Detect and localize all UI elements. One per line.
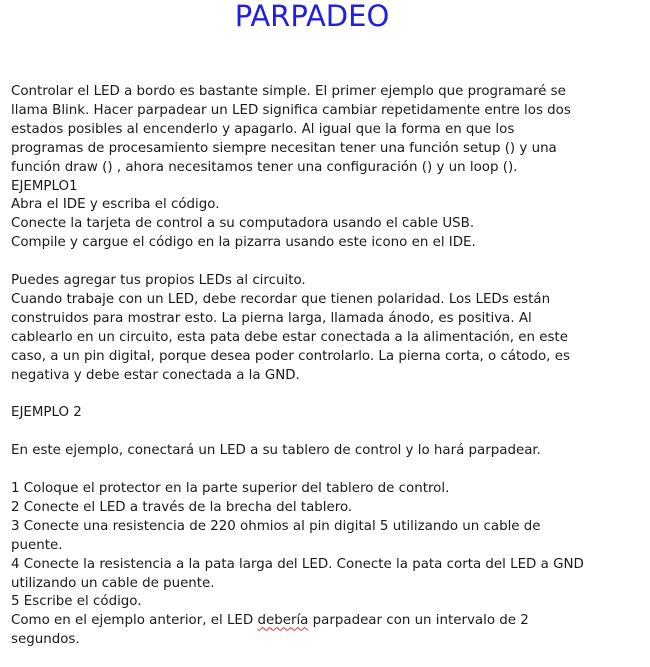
example1-section xyxy=(11,178,621,254)
spellcheck-underlined-word[interactable]: debería xyxy=(257,613,309,629)
text-line: programas de procesamiento siempre necesitan tener una función setup () y una xyxy=(11,140,557,156)
text-line: función draw () , ahora necesitamos tener una configuración () y un loop (). xyxy=(11,159,518,175)
text-line: Controlar el LED a bordo es bastante simple. El primer ejemplo que programaré se xyxy=(11,84,566,99)
step-line: 1 Coloque el protector en la parte superior del tablero de control. xyxy=(11,480,450,496)
example2-intro: En este ejemplo, conectará un LED a su tablero de control y lo hará parpadear. xyxy=(11,443,541,459)
text-line: estados posibles al encenderlo y apagarlo. Al igual que la forma en que los xyxy=(11,121,515,137)
text-line: cablearlo en un circuito, esta pata debe estar conectada a la alimentación, en este xyxy=(11,329,568,345)
text-line: Puedes agregar tus propios LEDs al circuito. xyxy=(11,273,306,289)
text-line xyxy=(11,612,621,631)
step-line: puente. xyxy=(11,537,63,553)
spacer xyxy=(11,253,621,272)
closing-paragraph xyxy=(11,612,621,650)
text-line: Compile y cargue el código en la pizarra usando este icono en el IDE. xyxy=(11,235,476,251)
text-line: segundos. xyxy=(11,632,80,648)
step-line: utilizando un cable de puente. xyxy=(11,575,215,591)
document-body xyxy=(11,83,621,650)
text-line: llama Blink. Hacer parpadear un LED significa cambiar repetidamente entre los dos xyxy=(11,102,571,118)
step-line: 2 Conecte el LED a través de la brecha del tablero. xyxy=(11,499,353,515)
page-title: PARPADEO xyxy=(234,0,390,33)
text-line: caso, a un pin digital, porque desea poder controlarlo. La pierna corta, o cátodo, es xyxy=(11,348,570,364)
example1-heading: EJEMPLO1 xyxy=(11,178,78,194)
leds-paragraph xyxy=(11,272,621,385)
spacer xyxy=(11,385,621,404)
step-line: 4 Conecte la resistencia a la pata larga del LED. Conecte la pata corta del LED a GND xyxy=(11,556,584,572)
closing-text-start: Como en el ejemplo anterior, el LED xyxy=(11,613,258,629)
example2-heading: EJEMPLO 2 xyxy=(11,405,82,421)
spacer xyxy=(11,461,621,480)
text-line: Abra el IDE y escriba el código. xyxy=(11,197,220,213)
text-line: negativa y debe estar conectada a la GND. xyxy=(11,367,300,383)
text-line: Conecte la tarjeta de control a su computadora usando el cable USB. xyxy=(11,216,475,232)
steps-list xyxy=(11,480,621,612)
closing-text-end: parpadear con un intervalo de 2 xyxy=(308,613,529,629)
step-line: 3 Conecte una resistencia de 220 ohmios al pin digital 5 utilizando un cable de xyxy=(11,518,541,534)
intro-paragraph xyxy=(11,83,621,178)
step-line: 5 Escribe el código. xyxy=(11,594,142,610)
spacer xyxy=(11,423,621,442)
text-line: Cuando trabaje con un LED, debe recordar que tienen polaridad. Los LEDs están xyxy=(11,291,551,307)
text-line: construidos para mostrar esto. La pierna larga, llamada ánodo, es positiva. Al xyxy=(11,310,532,326)
